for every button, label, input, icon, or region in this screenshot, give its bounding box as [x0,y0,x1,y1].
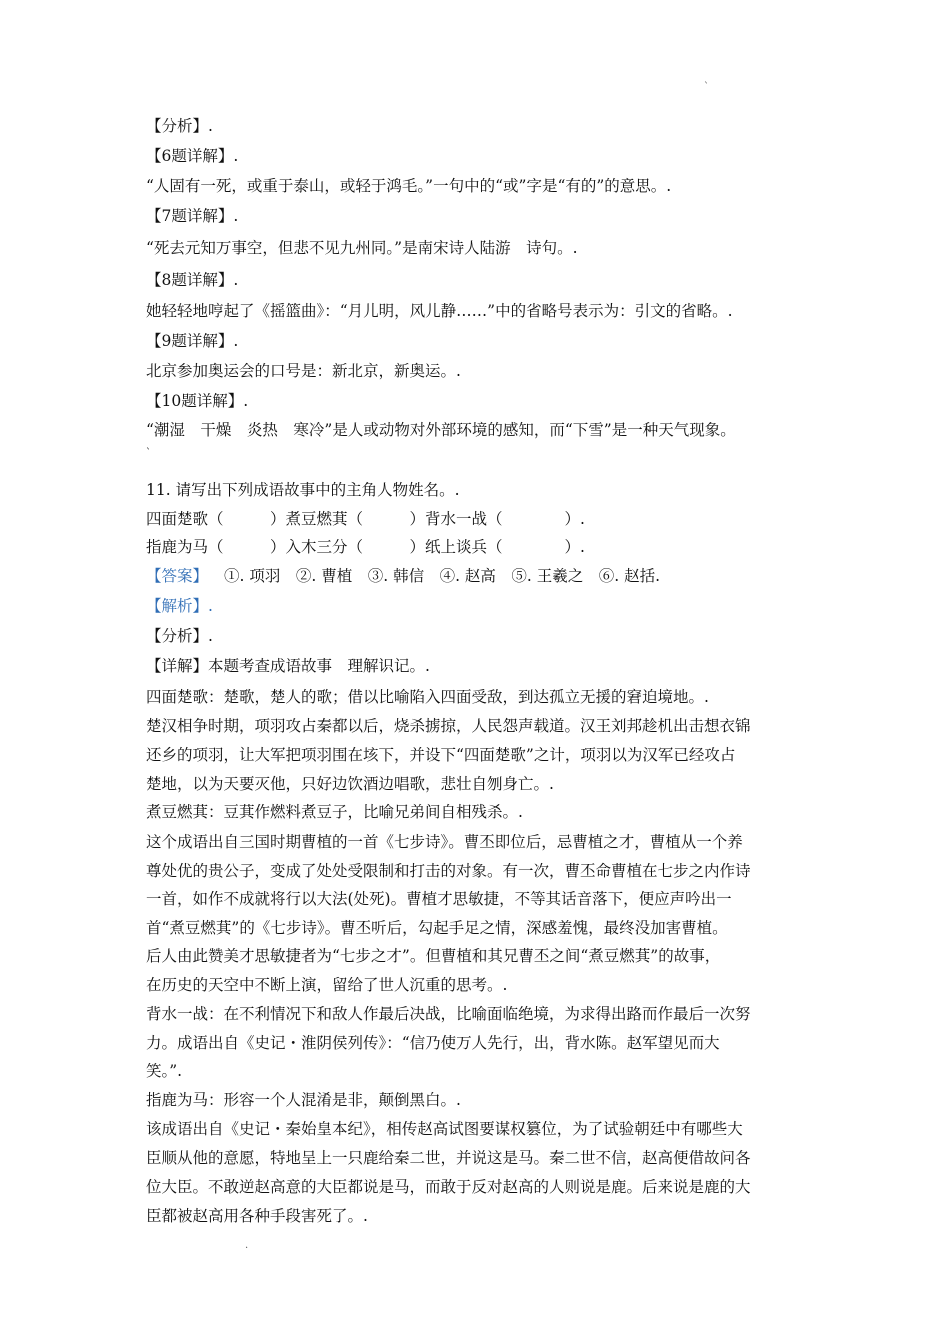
text-line: 首“煮豆燃萁”的《七步诗》。曹丕听后，勾起手足之情，深感羞愧，最终没加害曹植。 [146,919,728,937]
text-line: 【分析】. [146,117,213,135]
text-line: 位大臣。不敢逆赵高意的大臣都说是马，而敢于反对赵高的人则说是鹿。后来说是鹿的大 [146,1178,751,1196]
analysis-label: 【解析】. [146,597,213,615]
text-line: 笑。”. [146,1062,183,1080]
text-line: 【6题详解】. [146,147,239,165]
text-line: “死去元知万事空，但悲不见九州同。”是南宋诗人陆游 诗句。. [146,239,578,257]
text-line: 她轻轻地哼起了《摇篮曲》：“月儿明，风儿静……”中的省略号表示为：引文的省略。. [146,302,733,320]
text-line: 该成语出自《史记・秦始皇本纪》，相传赵高试图要谋权篡位，为了试验朝廷中有哪些大 [146,1120,743,1138]
text-line: 背水一战：在不利情况下和敌人作最后决战，比喻面临绝境，为求得出路而作最后一次努 [146,1005,751,1023]
text-line: ` [146,448,151,459]
question-11-title: 11. 请写出下列成语故事中的主角人物姓名。. [146,481,460,499]
answer-line [146,566,806,586]
text-line: 在历史的天空中不断上演，留给了世人沉重的思考。. [146,976,508,994]
text-line: 臣都被赵高用各种手段害死了。. [146,1207,368,1225]
text-line: 楚地，以为天要灭他，只好边饮酒边唱歌，悲壮自刎身亡。. [146,775,554,793]
text-line: 后人由此赞美才思敏捷者为“七步之才”。但曹植和其兄曹丕之间“煮豆燃萁”的故事， [146,947,721,965]
text-line: 这个成语出自三国时期曹植的一首《七步诗》。曹丕即位后，忌曹植之才，曹植从一个养 [146,833,743,851]
text-line: 一首，如作不成就将行以大法(处死)。曹植才思敏捷，不等其话音落下，便应声吟出一 [146,890,732,908]
bottom-mark: . [245,1240,249,1251]
text-line: 力。成语出自《史记・淮阴侯列传》：“信乃使万人先行，出，背水陈。赵军望见而大 [146,1034,720,1052]
question-11-row-2: 指鹿为马（ ）入木三分（ ）纸上谈兵（ ）. [146,538,585,556]
text-line: 指鹿为马：形容一个人混淆是非，颠倒黑白。. [146,1091,461,1109]
text-line: 煮豆燃萁：豆萁作燃料煮豆子，比喻兄弟间自相残杀。. [146,803,523,821]
text-line: 臣顺从他的意愿，特地呈上一只鹿给秦二世，并说这是马。秦二世不信，赵高便借故问各 [146,1149,751,1167]
text-line: 楚汉相争时期，项羽攻占秦都以后，烧杀掳掠，人民怨声载道。汉王刘邦趁机出击想衣锦 [146,717,751,735]
question-11-row-1: 四面楚歌（ ）煮豆燃萁（ ）背水一战（ ）. [146,510,585,528]
top-mark: ` [704,82,709,93]
text-line: “人固有一死，或重于泰山，或轻于鸿毛。”一句中的“或”字是“有的”的意思。. [146,177,672,195]
text-line: 【9题详解】. [146,332,239,350]
text-line: “潮湿 干燥 炎热 寒冷”是人或动物对外部环境的感知，而“下雪”是一种天气现象。 [146,421,736,439]
answer-text: ①. 项羽 ②. 曹植 ③. 韩信 ④. 赵高 ⑤. 王羲之 ⑥. 赵括. [224,567,661,585]
answer-label: 【答案】 [146,567,209,585]
text-line: 【详解】本题考查成语故事 理解识记。. [146,657,430,675]
text-line: 四面楚歌：楚歌，楚人的歌；借以比喻陷入四面受敌，到达孤立无援的窘迫境地。. [146,688,709,706]
text-line: 【8题详解】. [146,271,239,289]
text-line: 【10题详解】. [146,392,249,410]
text-line: 【7题详解】. [146,207,239,225]
text-line: 尊处优的贵公子，变成了处处受限制和打击的对象。有一次，曹丕命曹植在七步之内作诗 [146,862,751,880]
text-line: 还乡的项羽，让大军把项羽围在垓下，并设下“四面楚歌”之计，项羽以为汉军已经攻占 [146,746,736,764]
text-line: 【分析】. [146,627,213,645]
text-line: 北京参加奥运会的口号是：新北京，新奥运。. [146,362,461,380]
